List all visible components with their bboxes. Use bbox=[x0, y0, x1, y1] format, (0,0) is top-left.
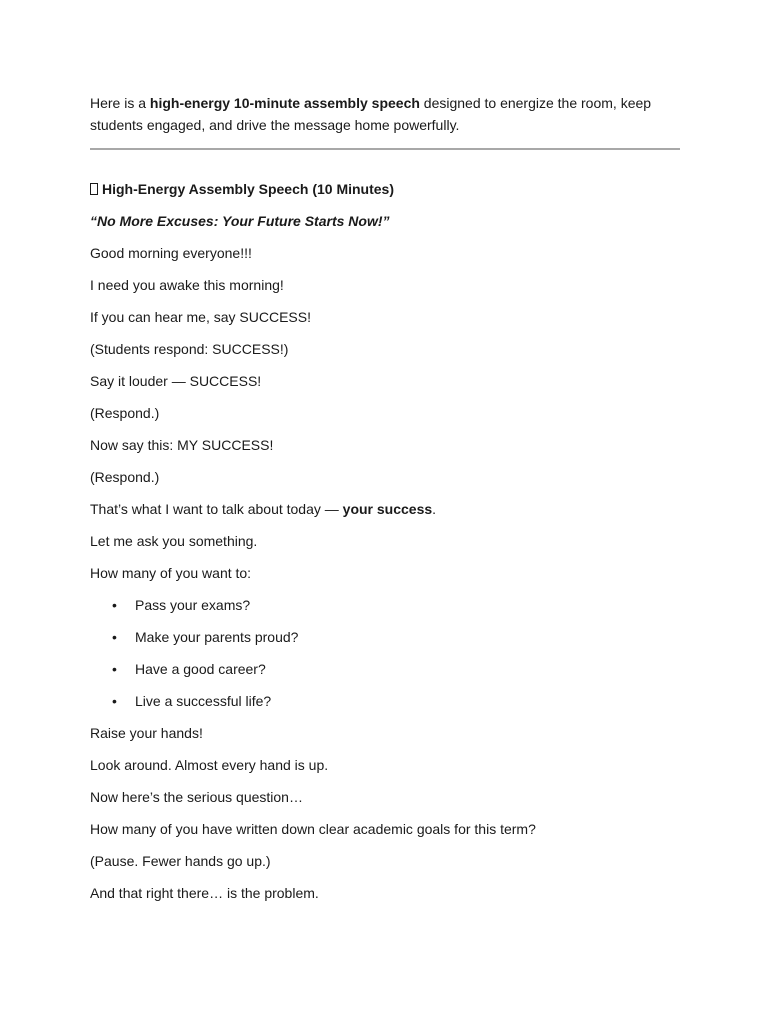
talk-text-start: That’s what I want to talk about today — bbox=[90, 501, 343, 517]
speech-line: Now say this: MY SUCCESS! bbox=[90, 437, 274, 453]
microphone-icon bbox=[90, 183, 98, 195]
bullet-item: • Make your parents proud? bbox=[90, 627, 680, 647]
speech-subtitle: “No More Excuses: Your Future Starts Now!” bbox=[90, 213, 390, 229]
speech-line: I need you awake this morning! bbox=[90, 277, 284, 293]
your-success-bold: your success bbox=[342, 501, 433, 517]
document-body bbox=[90, 92, 680, 903]
speech-line: Raise your hands! bbox=[90, 725, 203, 741]
intro-paragraph bbox=[90, 92, 680, 136]
goals-bullet-list bbox=[90, 595, 680, 711]
speech-line: And that right there… is the problem. bbox=[90, 885, 319, 901]
speech-line: Look around. Almost every hand is up. bbox=[90, 757, 329, 773]
speech-line-your-success bbox=[90, 499, 680, 519]
speech-line: Now here’s the serious question… bbox=[90, 789, 303, 805]
intro-text-start: Here is a bbox=[90, 95, 150, 111]
bullet-item: • Have a good career? bbox=[90, 659, 680, 679]
bullet-item: • Pass your exams? bbox=[90, 595, 680, 615]
intro-text-end: designed to energize the room, keep students engaged, and drive the message home powerfully. bbox=[90, 95, 652, 133]
speech-line: Let me ask you something. bbox=[90, 533, 258, 549]
talk-text-end: . bbox=[432, 501, 437, 517]
speech-line: (Respond.) bbox=[90, 469, 160, 485]
speech-line: Good morning everyone!!! bbox=[90, 245, 252, 261]
speech-heading-text: High-Energy Assembly Speech (10 Minutes) bbox=[102, 181, 394, 197]
speech-heading bbox=[90, 179, 680, 199]
intro-bold-text: high-energy 10-minute assembly speech bbox=[149, 95, 420, 111]
speech-line: (Pause. Fewer hands go up.) bbox=[90, 853, 271, 869]
speech-line: (Respond.) bbox=[90, 405, 160, 421]
speech-line: How many of you want to: bbox=[90, 565, 252, 581]
bullet-item: • Live a successful life? bbox=[90, 691, 680, 711]
speech-line: If you can hear me, say SUCCESS! bbox=[90, 309, 311, 325]
speech-line: Say it louder — SUCCESS! bbox=[90, 373, 262, 389]
horizontal-divider bbox=[90, 148, 680, 150]
speech-line: (Students respond: SUCCESS!) bbox=[90, 341, 289, 357]
speech-line: How many of you have written down clear academic goals for this term? bbox=[90, 821, 536, 837]
